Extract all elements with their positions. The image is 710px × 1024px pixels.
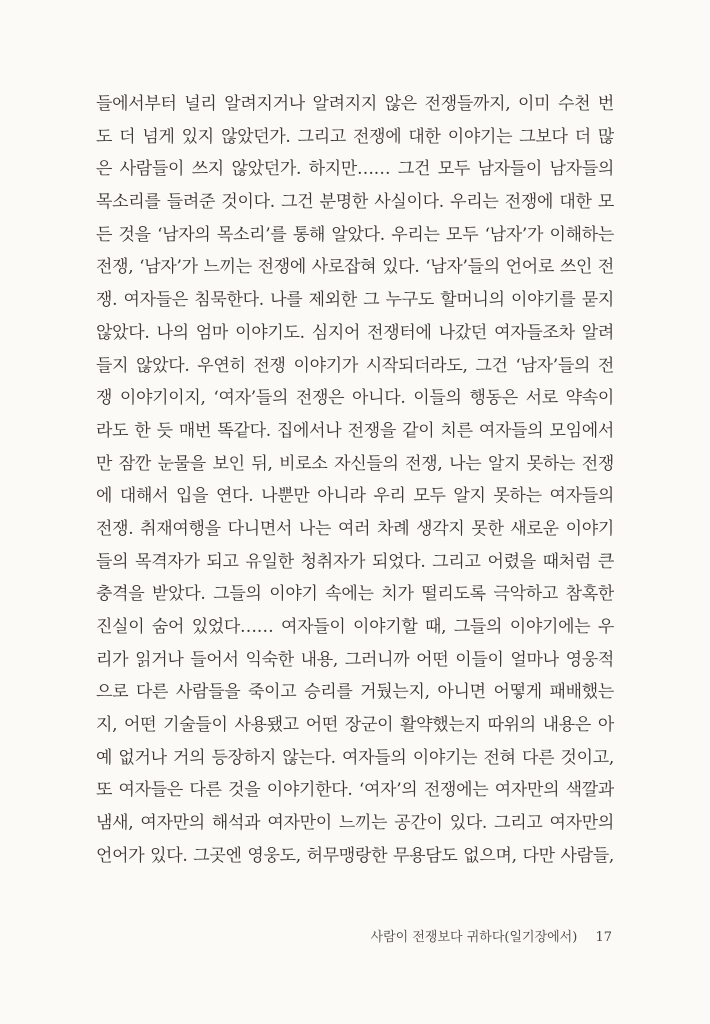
text-line: 또 여자들은 다른 것을 이야기한다. ‘여자’의 전쟁에는 여자만의 색깔과: [96, 780, 614, 801]
text-line: 쟁. 여자들은 침묵한다. 나를 제외한 그 누구도 할머니의 이야기를 묻지: [96, 290, 614, 311]
text-line: 든 것을 ‘남자의 목소리’를 통해 알았다. 우리는 모두 ‘남자’가 이해하는: [96, 224, 614, 245]
page-footer: [371, 926, 612, 945]
text-line: 전쟁. 취재여행을 다니면서 나는 여러 차례 생각지 못한 새로운 이야기: [96, 518, 614, 539]
text-line: 은 사람들이 쓰지 않았던가. 하지만…… 그건 모두 남자들이 남자들의: [96, 159, 614, 180]
text-line: 들지 않았다. 우연히 전쟁 이야기가 시작되더라도, 그건 ‘남자’들의 전: [96, 355, 614, 376]
text-line: 냄새, 여자만의 해석과 여자만이 느끼는 공간이 있다. 그리고 여자만의: [96, 813, 614, 834]
text-line: 전쟁, ‘남자’가 느끼는 전쟁에 사로잡혀 있다. ‘남자’들의 언어로 쓰인 전: [96, 257, 614, 278]
text-line: 들의 목격자가 되고 유일한 청취자가 되었다. 그리고 어렸을 때처럼 큰: [96, 551, 614, 572]
text-line: 리가 읽거나 들어서 익숙한 내용, 그러니까 어떤 이들이 얼마나 영웅적: [96, 649, 614, 670]
text-line: 목소리를 들려준 것이다. 그건 분명한 사실이다. 우리는 전쟁에 대한 모: [96, 192, 614, 213]
text-line: 만 잠깐 눈물을 보인 뒤, 비로소 자신들의 전쟁, 나는 알지 못하는 전쟁: [96, 453, 614, 474]
text-line: 도 더 넘게 있지 않았던가. 그리고 전쟁에 대한 이야기는 그보다 더 많: [96, 126, 614, 147]
text-line: 에 대해서 입을 연다. 나뿐만 아니라 우리 모두 알지 못하는 여자들의: [96, 486, 614, 507]
text-line: 들에서부터 널리 알려지거나 알려지지 않은 전쟁들까지, 이미 수천 번: [96, 94, 614, 114]
text-line: 지, 어떤 기술들이 사용됐고 어떤 장군이 활약했는지 따위의 내용은 아: [96, 715, 614, 736]
text-line: 언어가 있다. 그곳엔 영웅도, 허무맹랑한 무용담도 없으며, 다만 사람들,: [96, 845, 614, 866]
text-line: 충격을 받았다. 그들의 이야기 속에는 치가 떨리도록 극악하고 참혹한: [96, 584, 614, 605]
body-text: [96, 88, 614, 873]
text-line: 라도 한 듯 매번 똑같다. 집에서나 전쟁을 같이 치른 여자들의 모임에서: [96, 420, 614, 441]
text-line: 으로 다른 사람들을 죽이고 승리를 거뒀는지, 아니면 어떻게 패배했는: [96, 682, 614, 703]
text-line: 진실이 숨어 있었다…… 여자들이 이야기할 때, 그들의 이야기에는 우: [96, 617, 614, 637]
running-title: 사람이 전쟁보다 귀하다(일기장에서): [370, 930, 578, 945]
text-line: 예 없거나 거의 등장하지 않는다. 여자들의 이야기는 전혀 다른 것이고,: [96, 747, 614, 768]
page-number: 17: [595, 930, 612, 945]
text-line: 않았다. 나의 엄마 이야기도. 심지어 전쟁터에 나갔던 여자들조차 알려: [96, 322, 614, 343]
text-line: 쟁 이야기이지, ‘여자’들의 전쟁은 아니다. 이들의 행동은 서로 약속이: [96, 388, 614, 409]
